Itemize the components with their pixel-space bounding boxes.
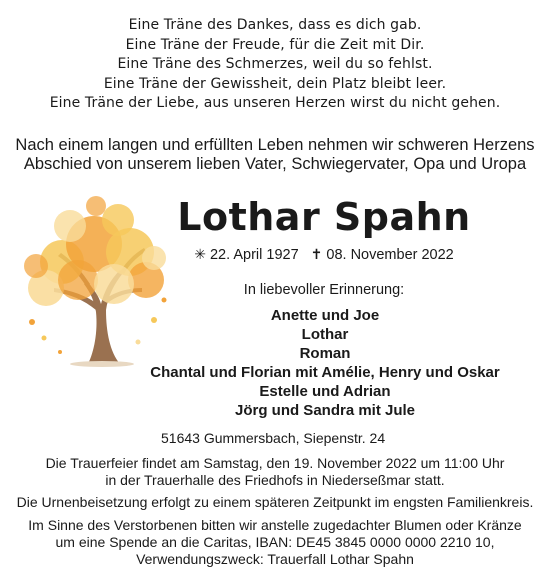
notice-line: Die Urnenbeisetzung erfolgt zu einem späteren Zeitpunkt im engsten Familienkreis. (16, 494, 534, 510)
poem-line: Eine Träne des Dankes, dass es dich gab. (128, 17, 422, 33)
poem-line: Eine Träne der Liebe, aus unseren Herzen wirst du nicht gehen. (49, 95, 501, 112)
tree-foliage (24, 196, 166, 306)
intro-text (0, 136, 550, 174)
family-line: Jörg und Sandra mit Jule (234, 402, 416, 419)
poem-line: Eine Träne der Freude, für die Zeit mit Dir. (125, 36, 425, 53)
family-line: Chantal und Florian mit Amélie, Henry und Oskar (150, 364, 500, 381)
poem (0, 16, 550, 114)
family-line: Anette und Joe (270, 307, 380, 324)
poem-line: Eine Träne des Schmerzes, weil du so fehlst. (117, 56, 433, 73)
family-line: Roman (299, 345, 351, 362)
donation-notice (0, 517, 550, 568)
family-line: Estelle und Adrian (259, 383, 391, 400)
notice-line: Verwendungszweck: Trauerfall Lothar Spahn (136, 551, 414, 567)
life-dates (174, 246, 474, 263)
notice-line: Die Trauerfeier findet am Samstag, den 19. November 2022 um 11:00 Uhr (45, 455, 505, 471)
intro-line: Abschied von unserem lieben Vater, Schwiegervater, Opa und Uropa (23, 155, 527, 173)
urn-notice (0, 494, 550, 511)
birth-date: 22. April 1927 (209, 247, 299, 263)
funeral-notice (0, 455, 550, 489)
deceased-name: Lothar Spahn (177, 195, 471, 239)
notice-line: in der Trauerhalle des Friedhofs in Niederseßmar statt. (105, 472, 445, 488)
death-cross-icon: ✝ (310, 246, 323, 262)
birth-star-icon: ✳ (194, 246, 206, 262)
memory-line: In liebevoller Erinnerung: (243, 282, 405, 298)
notice-line: um eine Spende an die Caritas, IBAN: DE45 3845 0000 0000 2210 10, (55, 534, 495, 550)
intro-line: Nach einem langen und erfüllten Leben nehmen wir schweren Herzens (15, 136, 535, 154)
death-date: 08. November 2022 (326, 247, 454, 263)
family-list (0, 306, 550, 420)
poem-line: Eine Träne der Gewissheit, dein Platz bleibt leer. (103, 75, 447, 92)
address: 51643 Gummersbach, Siepenstr. 24 (161, 430, 386, 446)
family-line: Lothar (301, 326, 349, 343)
notice-line: Im Sinne des Verstorbenen bitten wir anstelle zugedachter Blumen oder Kränze (28, 517, 522, 533)
